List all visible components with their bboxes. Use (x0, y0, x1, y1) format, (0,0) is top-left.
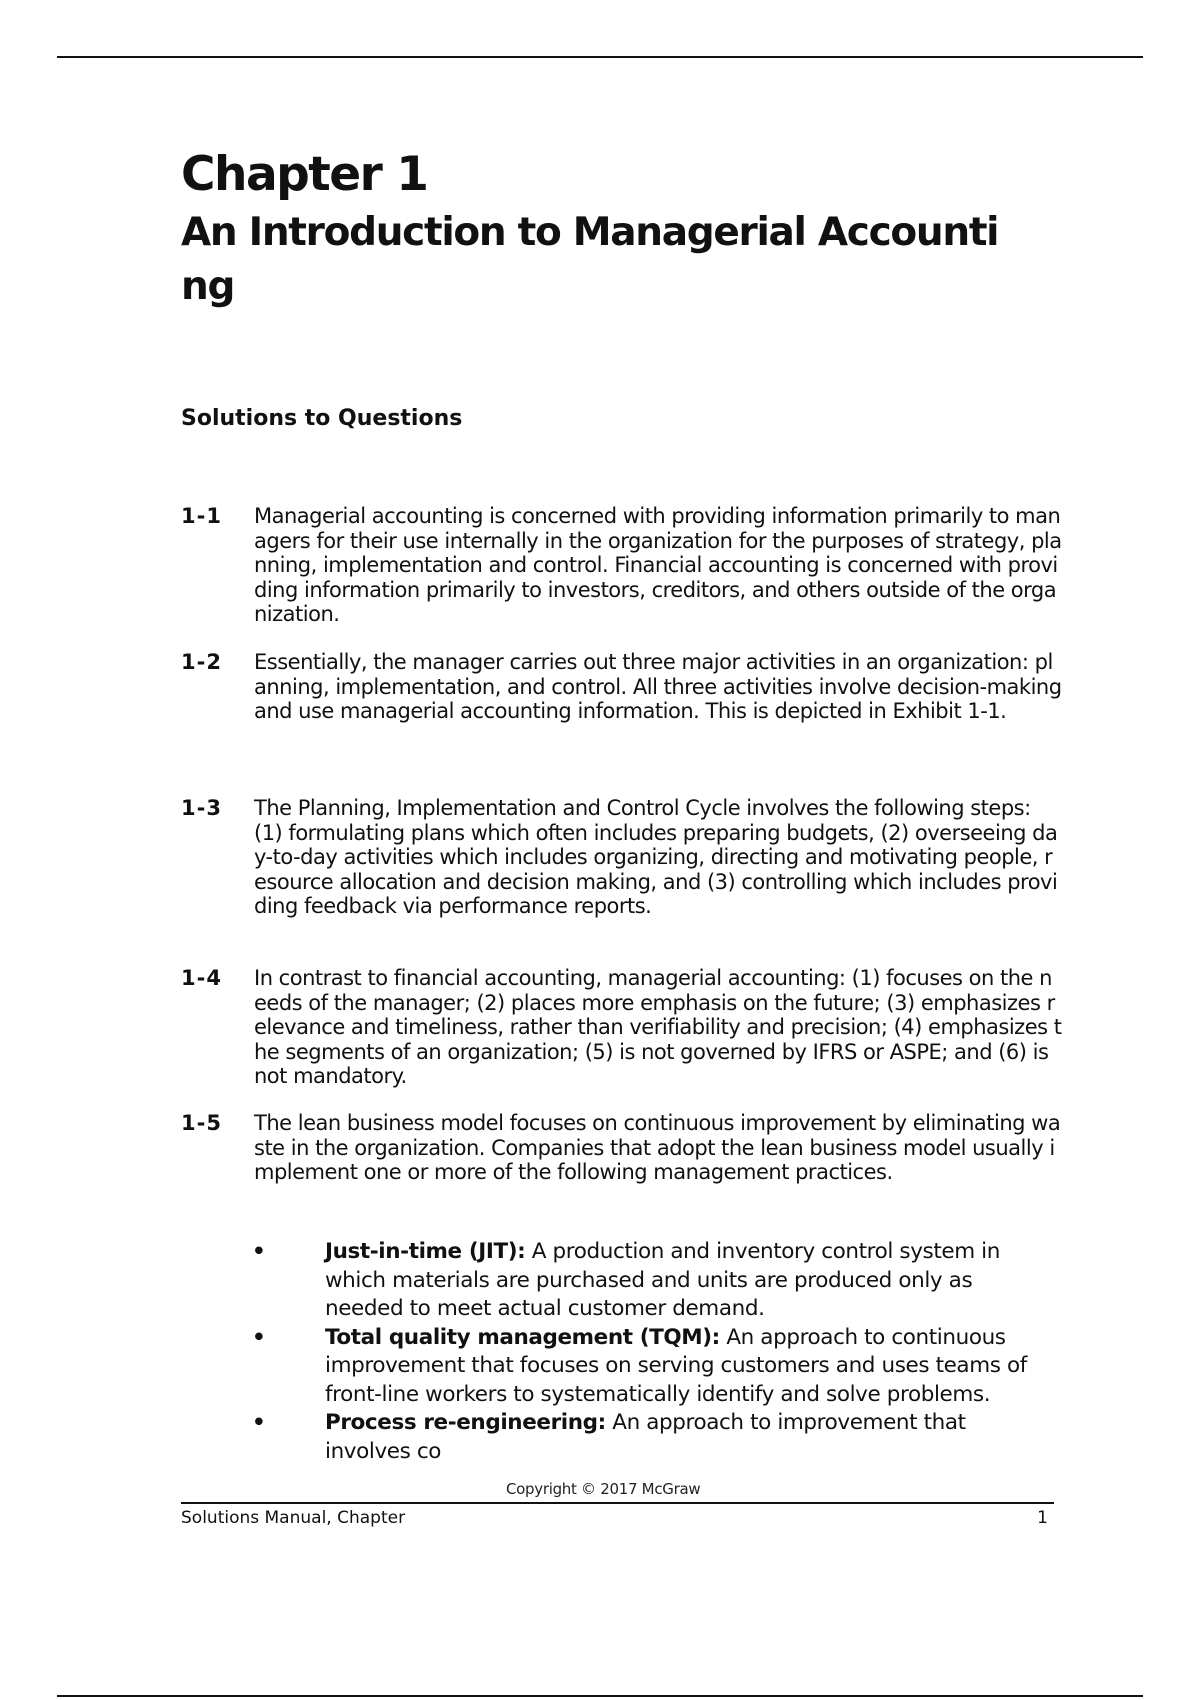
chapter-number: Chapter 1 (181, 147, 428, 202)
page-number: 1 (1037, 1508, 1048, 1528)
question-number: 1-4 (181, 966, 222, 990)
footer-label: Solutions Manual, Chapter (181, 1508, 406, 1528)
question-answer: Essentially, the manager carries out three major activities in an organization: planning, implementation, and control. All three activities involve decision-making and use managerial accounting information. This is depicted in Exhibit 1-1. (254, 650, 1062, 724)
question-number: 1-3 (181, 796, 222, 820)
question-answer: The Planning, Implementation and Control Cycle involves the following steps: (1) formulating plans which often includes preparing budgets, (2) overseeing day-to-day activities which includes organizing, directing and motivating people, resource allocation and decision making, and (3) controlling which includes providing feedback via performance reports. (254, 796, 1058, 919)
bullet-icon: • (252, 1324, 266, 1350)
question-answer: Managerial accounting is concerned with providing information primarily to managers for their use internally in the organization for the purposes of strategy, planning, implementation and control. Financial accounting is concerned with providing information primarily to investors, creditors, and others outside of the organization. (254, 504, 1062, 627)
question-number: 1-1 (181, 504, 222, 528)
question-number: 1-5 (181, 1111, 222, 1135)
question-answer: In contrast to financial accounting, managerial accounting: (1) focuses on the needs of the manager; (2) places more emphasis on the future; (3) emphasizes relevance and timeliness, rather than verifiability and precision; (4) emphasizes the segments of an organization; (5) is not governed by IFRS or ASPE; and (6) is not mandatory. (254, 966, 1062, 1089)
management-practices-list (250, 1238, 1050, 1466)
list-item (250, 1409, 1045, 1466)
copyright-notice: Copyright © 2017 McGraw (506, 1480, 701, 1498)
list-item (250, 1238, 1045, 1324)
bullet-term: Total quality management (TQM): (325, 1324, 720, 1350)
bullet-text: An approach to improvement that involves co (325, 1410, 966, 1464)
question-number: 1-2 (181, 650, 222, 674)
bottom-rule (57, 1695, 1143, 1697)
top-rule (57, 56, 1143, 58)
footer-rule (181, 1502, 1054, 1504)
section-heading: Solutions to Questions (181, 406, 463, 431)
question-answer: The lean business model focuses on continuous improvement by eliminating waste in the organization. Companies that adopt the lean business model usually implement one or more of the following management practices. (254, 1111, 1061, 1185)
list-item (250, 1324, 1045, 1410)
bullet-icon: • (252, 1410, 266, 1435)
bullet-term: Process re-engineering: (325, 1410, 606, 1435)
chapter-title: An Introduction to Managerial Accounting (181, 210, 999, 309)
bullet-text: A production and inventory control system in which materials are purchased and units are produced only as needed to meet actual customer demand. (325, 1239, 1000, 1321)
bullet-icon: • (252, 1239, 266, 1264)
bullet-text: An approach to continuous improvement that focuses on serving customers and uses teams of front-line workers to systematically identify and solve problems. (325, 1324, 1027, 1407)
bullet-term: Just-in-time (JIT): (325, 1239, 526, 1264)
